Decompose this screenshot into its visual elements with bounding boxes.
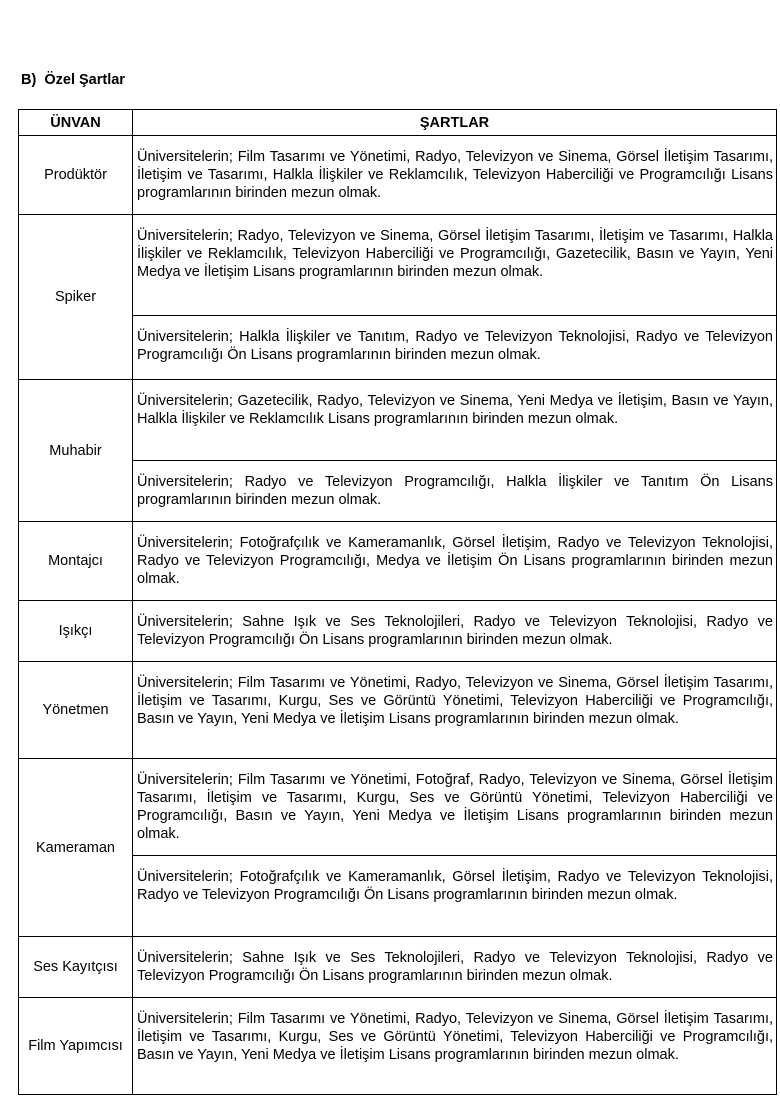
- header-title: ÜNVAN: [19, 110, 133, 136]
- requirement-text: Üniversitelerin; Halkla İlişkiler ve Tanıtım, Radyo ve Televizyon Teknolojisi, Radyo ve Televizyon Programcılığı Ön Lisans programlarının birinden mezun olmak.: [137, 329, 773, 363]
- requirement-text: Üniversitelerin; Film Tasarımı ve Yönetimi, Radyo, Televizyon ve Sinema, Görsel İletişim Tasarımı, İletişim ve Tasarımı, Halkla İlişkiler ve Reklamcılık, Televizyon Haberciliği ve Programcılığı Lisans programlarının birinden mezun olmak.: [137, 149, 773, 201]
- table-row: [19, 461, 777, 522]
- row-title: Yönetmen: [19, 662, 133, 759]
- table-row: [19, 759, 777, 856]
- requirement-text: Üniversitelerin; Fotoğrafçılık ve Kameramanlık, Görsel İletişim, Radyo ve Televizyon Teknolojisi, Radyo ve Televizyon Programcılığı, Medya ve İletişim Ön Lisans programlarının birinden mezun olmak.: [137, 535, 773, 587]
- row-requirement: [133, 937, 777, 998]
- requirement-text: Üniversitelerin; Film Tasarımı ve Yönetimi, Radyo, Televizyon ve Sinema, Görsel İletişim Tasarımı, İletişim ve Tasarımı, Kurgu, Ses ve Görüntü Yönetimi, Televizyon Haberciliği ve Programcılığı, Basın ve Yayın, Yeni Medya ve İletişim Lisans programlarının birinden mezun olmak.: [137, 675, 773, 727]
- row-title: Prodüktör: [19, 136, 133, 215]
- row-requirement: [133, 662, 777, 759]
- row-title: Işıkçı: [19, 601, 133, 662]
- row-requirement: [133, 759, 777, 856]
- row-title: Ses Kayıtçısı: [19, 937, 133, 998]
- requirement-text: Üniversitelerin; Film Tasarımı ve Yönetimi, Fotoğraf, Radyo, Televizyon ve Sinema, Görsel İletişim Tasarımı, İletişim ve Tasarımı, Kurgu, Ses ve Görüntü Yönetimi, Televizyon Haberciliği ve Programcılığı, Basın ve Yayın, Yeni Medya ve İletişim Lisans programlarının birinden mezun olmak.: [137, 772, 773, 842]
- requirement-text: Üniversitelerin; Sahne Işık ve Ses Teknolojileri, Radyo ve Televizyon Teknolojisi, Radyo ve Televizyon Programcılığı Ön Lisans programlarının birinden mezun olmak.: [137, 614, 773, 648]
- requirement-text: Üniversitelerin; Radyo, Televizyon ve Sinema, Görsel İletişim Tasarımı, İletişim ve Tasarımı, Halkla İlişkiler ve Reklamcılık, Televizyon Haberciliği ve Programcılığı, Gazetecilik, Basın ve Yayın, Yeni Medya ve İletişim Lisans programlarının birinden mezun olmak.: [137, 228, 773, 280]
- row-requirement: [133, 522, 777, 601]
- requirement-text: Üniversitelerin; Film Tasarımı ve Yönetimi, Radyo, Televizyon ve Sinema, Görsel İletişim Tasarımı, İletişim ve Tasarımı, Kurgu, Ses ve Görüntü Yönetimi, Televizyon Haberciliği ve Programcılığı, Basın ve Yayın, Yeni Medya ve İletişim Lisans programlarının birinden mezun olmak.: [137, 1011, 773, 1063]
- row-requirement: [133, 461, 777, 522]
- table-row: [19, 316, 777, 380]
- table-row: [19, 522, 777, 601]
- table-row: [19, 998, 777, 1095]
- row-title: Kameraman: [19, 759, 133, 937]
- row-title: Muhabir: [19, 380, 133, 522]
- table-header-row: [19, 110, 777, 136]
- row-title: Montajcı: [19, 522, 133, 601]
- table-row: [19, 601, 777, 662]
- table-row: [19, 937, 777, 998]
- row-requirement: [133, 856, 777, 937]
- requirement-text: Üniversitelerin; Gazetecilik, Radyo, Televizyon ve Sinema, Yeni Medya ve İletişim, Basın ve Yayın, Halkla İlişkiler ve Reklamcılık Lisans programlarının birinden mezun olmak.: [137, 393, 773, 427]
- row-requirement: [133, 215, 777, 316]
- header-requirements: ŞARTLAR: [133, 110, 777, 136]
- requirement-text: Üniversitelerin; Fotoğrafçılık ve Kameramanlık, Görsel İletişim, Radyo ve Televizyon Teknolojisi, Radyo ve Televizyon Programcılığı Ön Lisans programlarının birinden mezun olmak.: [137, 869, 773, 903]
- row-requirement: [133, 136, 777, 215]
- section-title: B) Özel Şartlar: [21, 72, 125, 88]
- requirement-text: Üniversitelerin; Sahne Işık ve Ses Teknolojileri, Radyo ve Televizyon Teknolojisi, Radyo ve Televizyon Programcılığı Ön Lisans programlarının birinden mezun olmak.: [137, 950, 773, 984]
- row-requirement: [133, 380, 777, 461]
- table-row: [19, 215, 777, 316]
- row-title: Film Yapımcısı: [19, 998, 133, 1095]
- requirements-table: [18, 109, 777, 1095]
- table-row: [19, 136, 777, 215]
- table-row: [19, 856, 777, 937]
- table-row: [19, 662, 777, 759]
- row-requirement: [133, 601, 777, 662]
- table-body: [19, 136, 777, 1095]
- row-requirement: [133, 998, 777, 1095]
- table-row: [19, 380, 777, 461]
- row-requirement: [133, 316, 777, 380]
- row-title: Spiker: [19, 215, 133, 380]
- requirement-text: Üniversitelerin; Radyo ve Televizyon Programcılığı, Halkla İlişkiler ve Tanıtım Ön Lisans programlarının birinden mezun olmak.: [137, 474, 773, 508]
